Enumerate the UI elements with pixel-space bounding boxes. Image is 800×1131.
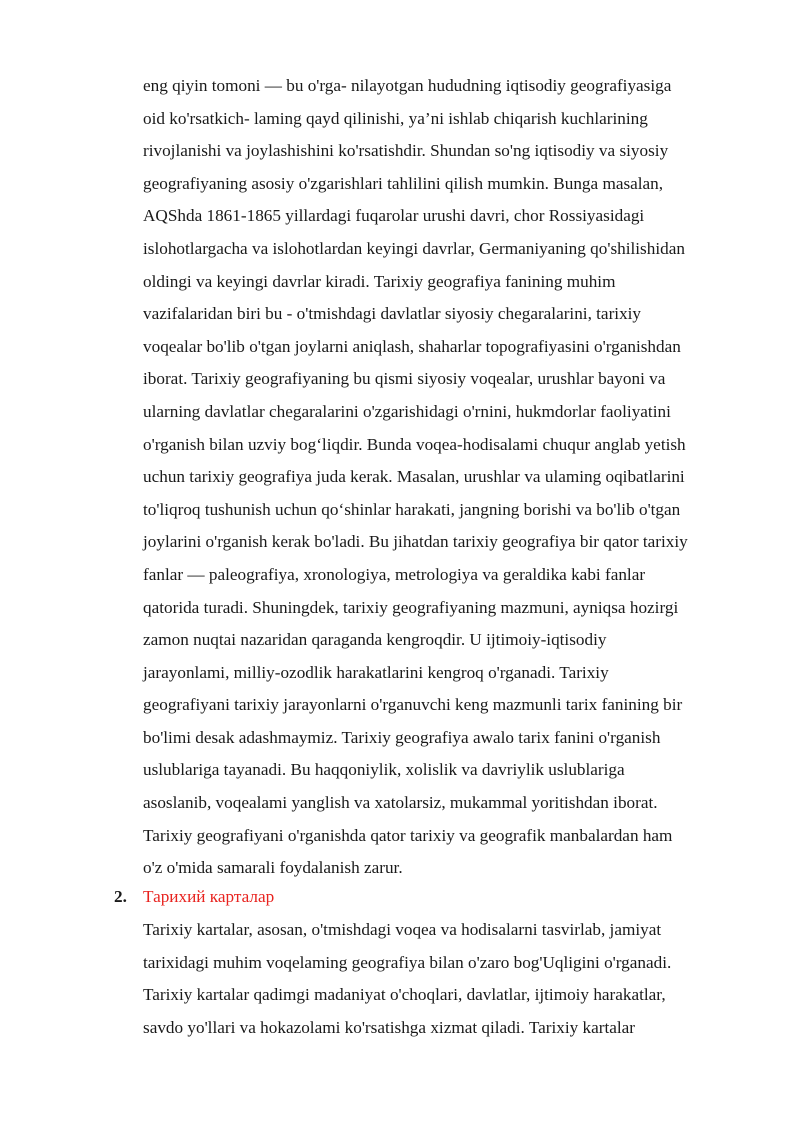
text-line: Tarixiy geografiyani o'rganishda qator tarixiy va geografik manbalardan ham <box>143 825 673 845</box>
text-line: iborat. Tarixiy geografiyaning bu qismi siyosiy voqealar, urushlar bayoni va <box>143 369 666 389</box>
text-line: voqealar bo'lib o'tgan joylarni aniqlash, shaharlar topografiyasini o'rganishdan <box>143 336 681 356</box>
text-line: joylarini o'rganish kerak bo'ladi. Bu jihatdan tarixiy geografiya bir qator tarixiy <box>143 532 688 552</box>
text-line: Tarixiy kartalar qadimgi madaniyat o'choqlari, davlatlar, ijtimoiy harakatlar, <box>143 985 666 1005</box>
text-line: to'liqroq tushunish uchun qo‘shinlar harakati, jangning borishi va bo'lib o'tgan <box>143 499 681 519</box>
text-line: geografiyaning asosiy o'zgarishlari tahlilini qilish mumkin. Bunga masalan, <box>143 173 664 193</box>
section-heading <box>114 881 274 914</box>
text-line: islohotlargacha va islohotlardan keyingi davrlar, Germaniyaning qo'shilishidan <box>143 238 685 258</box>
text-line: bo'limi desak adashmaymiz. Tarixiy geografiya awalo tarix fanini o'rganish <box>143 727 661 747</box>
text-line: oldingi va keyingi davrlar kiradi. Tarixiy geografiya fanining muhim <box>143 271 616 291</box>
paragraph-historical-geography <box>143 70 748 885</box>
text-line: savdo yo'llari va hokazolami ko'rsatishga xizmat qiladi. Tarixiy kartalar <box>143 1017 635 1037</box>
paragraph-historical-maps <box>143 914 748 1044</box>
text-line: vazifalaridan biri bu - o'tmishdagi davlatlar siyosiy chegaralarini, tarixiy <box>143 304 642 324</box>
text-line: asoslanib, voqealami yanglish va xatolarsiz, mukammal yoritishdan iborat. <box>143 793 658 813</box>
section-number: 2. <box>114 887 127 906</box>
text-line: eng qiyin tomoni — bu o'rga- nilayotgan hududning iqtisodiy geografiyasiga <box>143 76 672 95</box>
text-line: ularning davlatlar chegaralarini o'zgarishidagi o'rnini, hukmdorlar faoliyatini <box>143 401 671 421</box>
section-title: Тарихий карталар <box>143 887 275 906</box>
text-line: zamon nuqtai nazaridan qaraganda kengroqdir. U ijtimoiy-iqtisodiy <box>143 630 607 650</box>
text-line: oid ko'rsatkich- laming qayd qilinishi, ya’ni ishlab chiqarish kuchlarining <box>143 108 648 128</box>
text-line: geografiyani tarixiy jarayonlarni o'rganuvchi keng mazmunli tarix fanining bir <box>143 695 683 715</box>
text-line: tarixidagi muhim voqelaming geografiya bilan o'zaro bog'Uqligini o'rganadi. <box>143 952 672 972</box>
text-line: rivojlanishi va joylashishini ko'rsatishdir. Shundan so'ng iqtisodiy va siyosiy <box>143 141 669 161</box>
text-line: fanlar — paleografiya, xronologiya, metrologiya va geraldika kabi fanlar <box>143 564 646 584</box>
text-line: qatorida turadi. Shuningdek, tarixiy geografiyaning mazmuni, ayniqsa hozirgi <box>143 597 679 617</box>
text-line: jarayonlami, milliy-ozodlik harakatlarini kengroq o'rganadi. Tarixiy <box>143 662 609 682</box>
text-line: uchun tarixiy geografiya juda kerak. Masalan, urushlar va ulaming oqibatlarini <box>143 467 685 487</box>
text-line: AQShda 1861-1865 yillardagi fuqarolar urushi davri, chor Rossiyasidagi <box>143 206 645 226</box>
text-line: o'rganish bilan uzviy bog‘liqdir. Bunda voqea-hodisalami chuqur anglab yetish <box>143 434 686 454</box>
text-line: Tarixiy kartalar, asosan, o'tmishdagi voqea va hodisalarni tasvirlab, jamiyat <box>143 920 662 939</box>
text-line: o'z o'mida samarali foydalanish zarur. <box>143 858 403 878</box>
text-line: uslublariga tayanadi. Bu haqqoniylik, xolislik va davriylik uslublariga <box>143 760 625 780</box>
